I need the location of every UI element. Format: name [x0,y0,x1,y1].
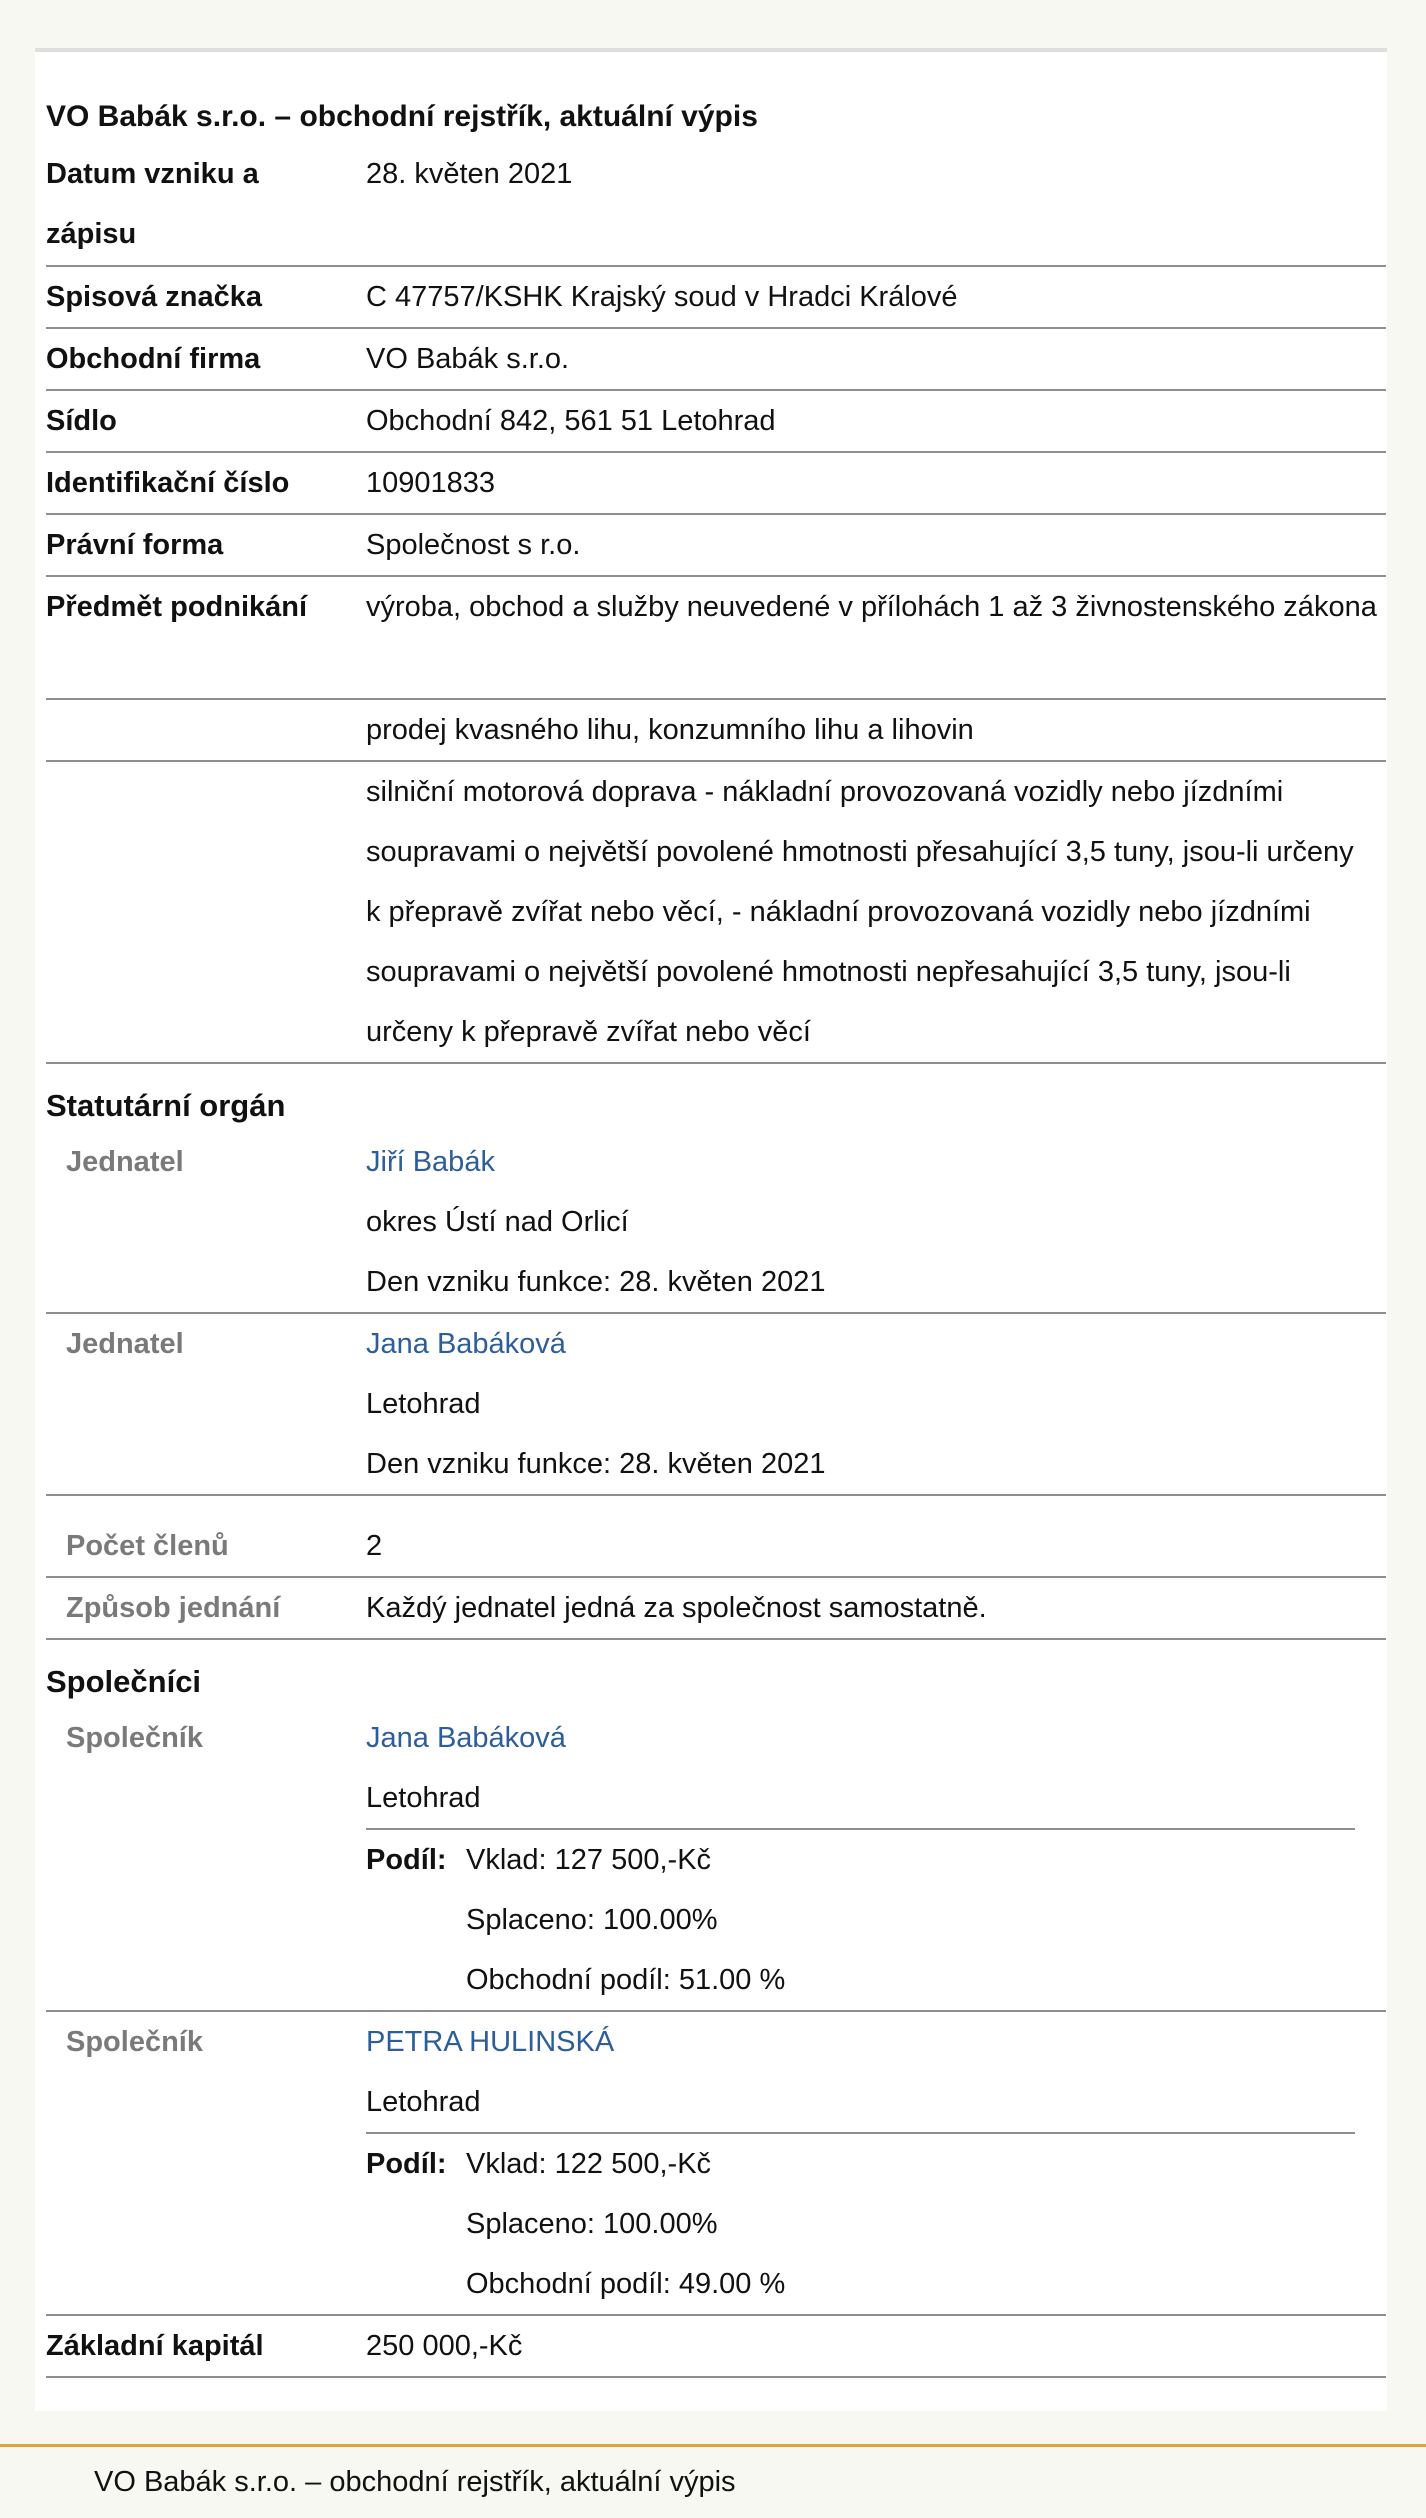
share-values [466,2134,1355,2314]
value-zpusob: Každý jednatel jedná za společnost samostatně. [366,1592,987,1624]
partner-place: Letohrad [366,2086,481,2118]
label-pocet: Počet členů [66,1530,229,1562]
statutarni-member [46,1132,1386,1314]
row-pocet [46,1496,1386,1578]
label-empty [46,762,366,1062]
value-predmet-1: výroba, obchod a služby neuvedené v přílohách 1 až 3 živnostenského zákona [366,591,1377,623]
share-splaceno: Splaceno: 100.00% [466,1904,718,1936]
value-firma: VO Babák s.r.o. [366,343,570,375]
statutarni-member [46,1314,1386,1496]
label-firma: Obchodní firma [46,343,261,375]
value-pocet: 2 [366,1530,383,1562]
label-forma: Právní forma [46,529,224,561]
partner-place: Letohrad [366,1782,481,1814]
label-kapital: Základní kapitál [46,2330,264,2362]
label-sidlo: Sídlo [46,405,117,437]
value-kapital: 250 000,-Kč [366,2330,523,2362]
label-ico: Identifikační číslo [46,467,290,499]
row-predmet-2 [46,700,1386,762]
member-since: Den vzniku funkce: 28. květen 2021 [366,1448,826,1480]
partner-name-link[interactable]: Jana Babáková [366,1722,566,1754]
share-podil: Obchodní podíl: 49.00 % [466,2268,786,2300]
share-splaceno: Splaceno: 100.00% [466,2208,718,2240]
row-spisova [46,267,1386,329]
partner-role: Společník [66,2026,203,2058]
member-details [366,1314,1386,1494]
value-predmet-3: silniční motorová doprava - nákladní provozovaná vozidly nebo jízdními soupravami o největší povolené hmotnosti přesahující 3,5 tuny, jsou-li určeny k přepravě zvířat nebo věcí, - nákladní provozovaná vozidly nebo jízdními soupravami o největší povolené hmotnosti nepřesahující 3,5 tuny, jsou-li určeny k přepravě zvířat nebo věcí [366,776,1354,1048]
row-datum [46,144,1386,267]
row-predmet-1 [46,577,1386,700]
page-title: VO Babák s.r.o. – obchodní rejstřík, aktuální výpis [46,100,758,133]
share-label: Podíl: [366,1844,447,1876]
row-firma [46,329,1386,391]
label-empty [46,700,366,760]
partner-role: Společník [66,1722,203,1754]
row-forma [46,515,1386,577]
partner-name-link[interactable]: PETRA HULINSKÁ [366,2026,615,2058]
value-predmet-2: prodej kvasného lihu, konzumního lihu a lihovin [366,714,974,746]
member-name-link[interactable]: Jana Babáková [366,1328,566,1360]
share-label: Podíl: [366,2148,447,2180]
share-box [366,2132,1355,2314]
share-values [466,1830,1355,2010]
value-spisova: C 47757/KSHK Krajský soud v Hradci Králové [366,281,958,313]
share-vklad: Vklad: 122 500,-Kč [466,2148,712,2180]
partner-details [366,1708,1386,2010]
partner [46,2012,1386,2316]
row-predmet-3 [46,762,1386,1064]
section-statutarni: Statutární orgán [46,1088,286,1123]
value-sidlo: Obchodní 842, 561 51 Letohrad [366,405,776,437]
member-details [366,1132,1386,1312]
value-ico: 10901833 [366,467,496,499]
partner [46,1708,1386,2012]
member-place: Letohrad [366,1388,481,1420]
row-kapital [46,2316,1386,2378]
member-role: Jednatel [66,1146,184,1178]
row-sidlo [46,391,1386,453]
label-spisova: Spisová značka [46,281,262,313]
row-zpusob [46,1578,1386,1640]
row-ico [46,453,1386,515]
partner-details [366,2012,1386,2314]
member-since: Den vzniku funkce: 28. květen 2021 [366,1266,826,1298]
member-place: okres Ústí nad Orlicí [366,1206,629,1238]
label-predmet: Předmět podnikání [46,591,308,623]
share-podil: Obchodní podíl: 51.00 % [466,1964,786,1996]
extract-card [35,48,1387,2411]
value-datum: 28. květen 2021 [366,158,573,190]
member-name-link[interactable]: Jiří Babák [366,1146,495,1178]
share-vklad: Vklad: 127 500,-Kč [466,1844,712,1876]
section-spolecnici: Společníci [46,1664,202,1699]
extract-content [35,52,1386,2378]
label-datum: Datum vzniku a zápisu [46,158,259,250]
member-role: Jednatel [66,1328,184,1360]
page-footer: VO Babák s.r.o. – obchodní rejstřík, aktuální výpis [0,2444,1426,2518]
share-box [366,1828,1355,2010]
value-forma: Společnost s r.o. [366,529,581,561]
label-zpusob: Způsob jednání [66,1592,281,1624]
